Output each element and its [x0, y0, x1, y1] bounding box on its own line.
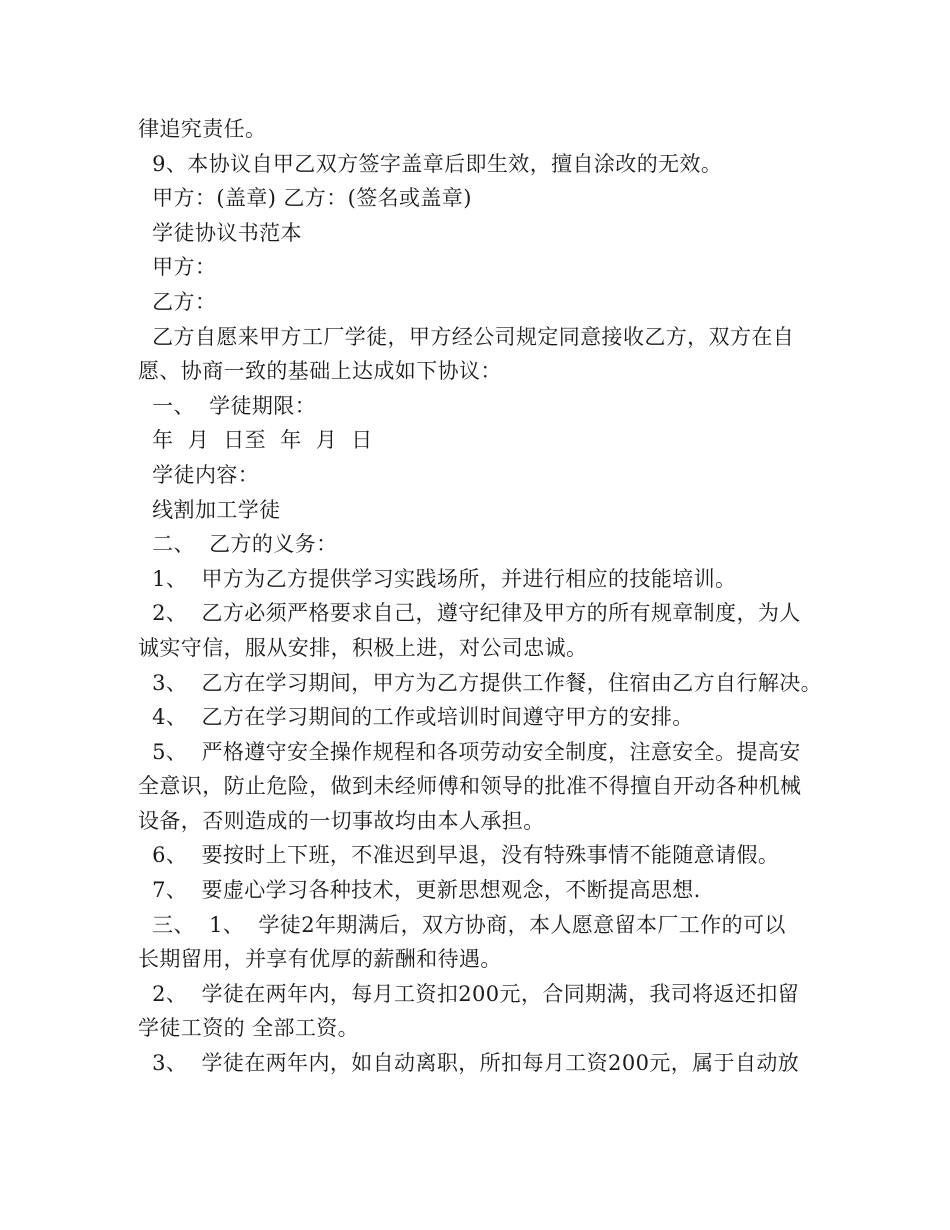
text-line: 乙方自愿来甲方工厂学徒，甲方经公司规定同意接收乙方，双方在自 [138, 324, 795, 349]
text-line: 7、 要虚心学习各种技术，更新思想观念，不断提高思想. [138, 878, 701, 903]
text-line: 愿、协商一致的基础上达成如下协议： [138, 359, 502, 384]
text-line: 9、本协议自甲乙双方签字盖章后即生效，擅自涂改的无效。 [138, 151, 723, 176]
clause-heading: 二、 乙方的义务： [138, 532, 338, 557]
text-line: 乙方： [138, 289, 217, 314]
text-line: 4、 乙方在学习期间的工作或培训时间遵守甲方的安排。 [138, 705, 694, 730]
text-line: 3、 乙方在学习期间，甲方为乙方提供工作餐，住宿由乙方自行解决。 [138, 670, 823, 695]
text-line: 学徒内容： [138, 462, 260, 487]
text-line: 甲方：(盖章) 乙方：(签名或盖章) [138, 186, 472, 211]
text-line: 诚实守信，服从安排，积极上进，对公司忠诚。 [138, 635, 588, 660]
text-line: 甲方： [138, 255, 217, 280]
text-line: 全意识，防止危险，做到未经师傅和领导的批准不得擅自开动各种机械 [138, 774, 802, 799]
text-line: 年 月 日至 年 月 日 [138, 428, 373, 453]
clause-heading: 三、 1、 学徒2年期满后，双方协商，本人愿意留本厂工作的可以 [138, 912, 786, 937]
text-line: 5、 严格遵守安全操作规程和各项劳动安全制度，注意安全。提高安 [138, 739, 801, 764]
clause-heading: 一、 学徒期限： [138, 393, 317, 418]
text-line: 设备，否则造成的一切事故均由本人承担。 [138, 808, 545, 833]
text-line: 1、 甲方为乙方提供学习实践场所，并进行相应的技能培训。 [138, 566, 737, 591]
text-line: 学徒工资的 全部工资。 [138, 1016, 360, 1041]
document-body [138, 112, 838, 1081]
text-line: 律追究责任。 [138, 117, 267, 141]
section-title: 学徒协议书范本 [138, 220, 302, 245]
text-line: 线割加工学徒 [138, 497, 281, 522]
text-line: 3、 学徒在两年内，如自动离职，所扣每月工资200元，属于自动放 [138, 1051, 800, 1076]
text-line: 2、 学徒在两年内，每月工资扣200元，合同期满，我司将返还扣留 [138, 981, 800, 1006]
text-line: 2、 乙方必须严格要求自己，遵守纪律及甲方的所有规章制度，为人 [138, 601, 801, 626]
text-line: 长期留用，并享有优厚的薪酬和待遇。 [138, 947, 502, 972]
text-line: 6、 要按时上下班，不准迟到早退，没有特殊事情不能随意请假。 [138, 843, 780, 868]
